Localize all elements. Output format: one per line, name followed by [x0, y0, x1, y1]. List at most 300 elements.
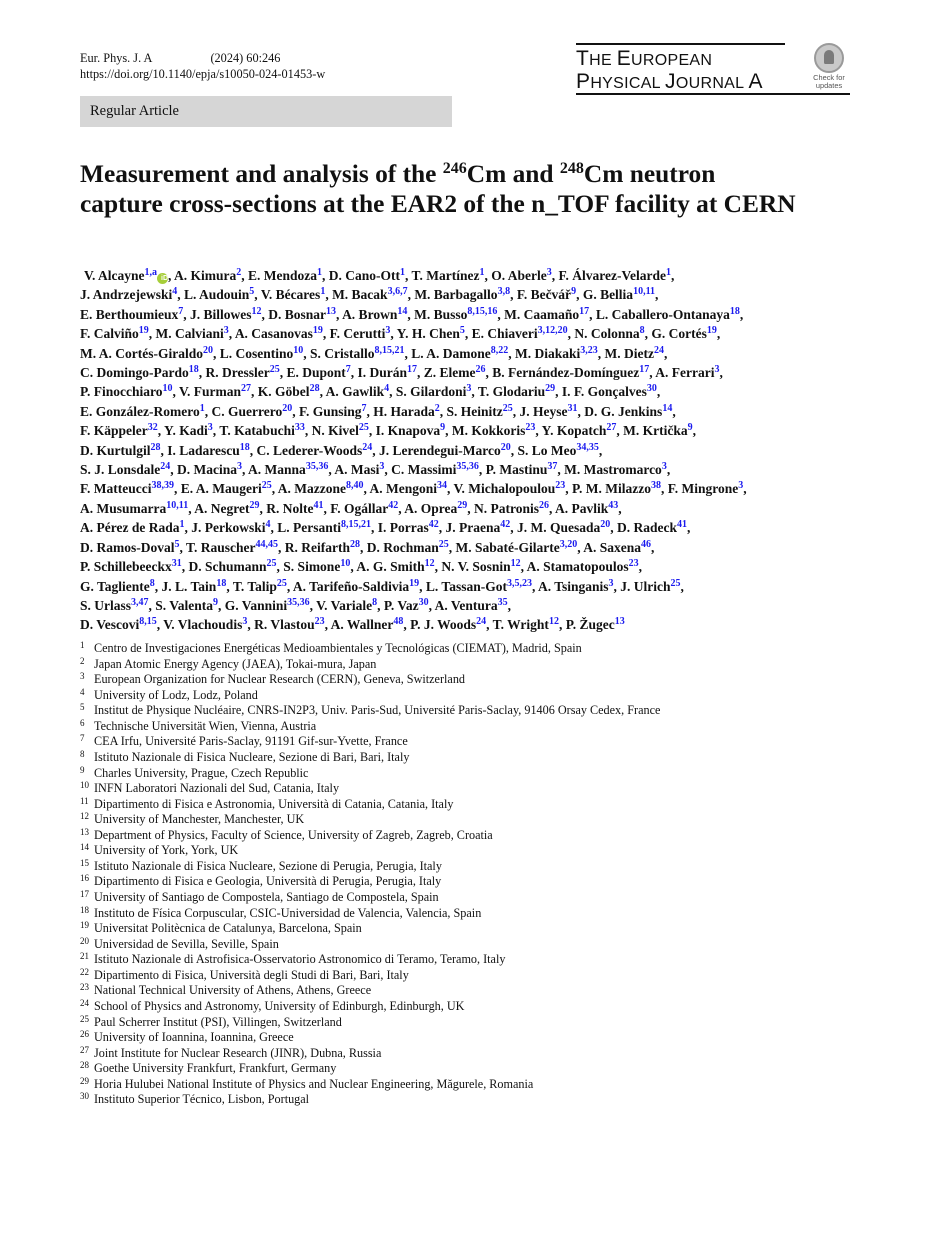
affiliation-text: Department of Physics, Faculty of Science, University of Zagreb, Zagreb, Croatia [94, 827, 493, 842]
affiliation-number: 14 [80, 842, 89, 853]
author-name: T. Rauscher [186, 539, 256, 555]
author [445, 520, 510, 535]
affiliation-ref-link[interactable]: 34,35 [576, 441, 599, 453]
affiliation-ref-link[interactable]: 26 [475, 364, 486, 376]
affiliation-number: 2 [80, 655, 85, 666]
author-name: T. Glodariu [477, 384, 546, 400]
affiliation-text: Instituto de Física Corpuscular, CSIC-Universidad de Valencia, Valencia, Spain [94, 905, 482, 920]
affiliation-ref-link[interactable]: 10 [293, 344, 304, 356]
affiliation-ref-link[interactable]: 41 [677, 519, 687, 531]
affiliation-ref-link[interactable]: 24 [160, 461, 171, 473]
author-name: F. Matteucci [80, 481, 152, 497]
affiliation-ref-link[interactable]: 23 [628, 558, 639, 570]
affiliation-number: 15 [80, 857, 89, 868]
affiliation-ref-link[interactable]: 3,5,23 [506, 577, 532, 589]
affiliation-ref-link[interactable]: 25 [502, 402, 513, 414]
author-name: F. Mingrone [667, 481, 739, 497]
author [316, 598, 377, 613]
affiliation-ref-link[interactable]: 17 [407, 364, 418, 376]
author-name: J. Ulrich [620, 578, 671, 594]
author-name: T. Wright [492, 617, 549, 633]
author-name: S. Valenta [155, 597, 214, 613]
affiliation-number: 25 [80, 1013, 89, 1024]
affiliation-ref-link[interactable]: 42 [500, 519, 511, 531]
author [257, 443, 373, 458]
affiliation-ref-link[interactable]: 18 [188, 364, 199, 376]
author-name: A. Masi [334, 462, 380, 478]
author [623, 423, 692, 438]
affiliation-ref-link[interactable]: 12 [510, 558, 521, 570]
orcid-icon[interactable]: iD [157, 273, 168, 284]
affiliation-ref-link[interactable]: 25 [670, 577, 681, 589]
author [191, 520, 270, 535]
author-name: L. Persanti [277, 520, 341, 536]
affiliation-ref-link[interactable]: 3 [714, 364, 720, 376]
affiliation-ref-link[interactable]: 8 [639, 325, 645, 337]
author [441, 559, 520, 574]
author-name: D. G. Jenkins [584, 403, 663, 419]
affiliation-ref-link[interactable]: 30 [646, 383, 657, 395]
author [456, 540, 578, 555]
affiliation-ref-link[interactable]: 1,a [144, 267, 158, 278]
author-name: L. Caballero-Ontanaya [595, 306, 730, 322]
affiliation-item [80, 843, 850, 859]
affiliation-ref-link[interactable]: 8,22 [490, 344, 509, 356]
author [651, 326, 716, 341]
affiliation-number: 12 [80, 811, 89, 822]
author [370, 481, 448, 496]
affiliation-ref-link[interactable]: 30 [418, 596, 429, 608]
author [454, 481, 566, 496]
affiliation-ref-link[interactable]: 4 [384, 383, 390, 395]
author-name: N. Patronis [473, 500, 539, 516]
author-name: E. Berthoumieux [80, 306, 179, 322]
affiliation-ref-link[interactable]: 1 [666, 267, 672, 278]
author [286, 365, 350, 380]
affiliation-ref-link[interactable]: 31 [171, 558, 182, 570]
affiliation-ref-link[interactable]: 8,15,21 [340, 519, 371, 531]
author-name: C. Guerrero [211, 403, 283, 419]
affiliation-ref-link[interactable]: 3 [207, 422, 213, 434]
author [367, 540, 449, 555]
affiliation-ref-link[interactable]: 18 [729, 305, 740, 317]
affiliation-number: 3 [80, 671, 85, 682]
author-name: P. Mastinu [485, 462, 548, 478]
affiliation-number: 30 [80, 1091, 89, 1102]
affiliation-ref-link[interactable]: 8 [372, 596, 378, 608]
author [190, 307, 262, 322]
affiliation-ref-link[interactable]: 1 [479, 267, 485, 278]
affiliation-ref-link[interactable]: 28 [150, 441, 161, 453]
affiliation-ref-link[interactable]: 35,36 [456, 461, 479, 473]
author [80, 540, 180, 555]
author [261, 287, 326, 302]
affiliation-ref-link[interactable]: 8,15,21 [374, 344, 405, 356]
affiliation-ref-link[interactable]: 33 [294, 422, 305, 434]
affiliation-ref-link[interactable]: 3,47 [131, 596, 149, 608]
affiliation-ref-link[interactable]: 35,36 [287, 596, 310, 608]
affiliation-text: Universitat Politècnica de Catalunya, Barcelona, Spain [94, 921, 362, 936]
author-name: N. Kivel [311, 423, 359, 439]
author-name: S. Urlass [80, 597, 132, 613]
author [80, 307, 183, 322]
affiliation-ref-link[interactable]: 25 [266, 558, 277, 570]
author-name: V. Michalopoulou [453, 481, 556, 497]
affiliation-ref-link[interactable]: 23 [525, 422, 536, 434]
author [515, 346, 598, 361]
affiliation-ref-link[interactable]: 34 [437, 480, 447, 492]
author [378, 520, 439, 535]
author-name: S. Heinitz [446, 403, 503, 419]
affiliation-ref-link[interactable]: 9 [571, 286, 577, 298]
affiliation-text: Charles University, Prague, Czech Republic [94, 765, 309, 780]
affiliation-ref-link[interactable]: 24 [654, 344, 665, 356]
author [167, 443, 250, 458]
affiliation-ref-link[interactable]: 3 [237, 461, 243, 473]
author-name: P. Schillebeeckx [80, 559, 172, 575]
affiliation-ref-link[interactable]: 25 [276, 577, 287, 589]
journal-volume: (2024) 60:246 [210, 51, 281, 65]
affiliation-ref-link[interactable]: 19 [706, 325, 717, 337]
author [596, 307, 740, 322]
affiliation-ref-link[interactable]: 2 [236, 267, 242, 278]
affiliation-ref-link[interactable]: 20 [500, 441, 511, 453]
affiliation-ref-link[interactable]: 1 [400, 267, 406, 278]
author [472, 326, 568, 341]
affiliation-item [80, 968, 850, 984]
affiliation-item [80, 874, 850, 890]
affiliation-item [80, 797, 850, 813]
author-name: B. Fernández-Domínguez [492, 365, 640, 381]
affiliation-number: 19 [80, 920, 89, 931]
author [277, 520, 371, 535]
author-name: C. Domingo-Pardo [80, 365, 189, 381]
author-name: D. Vescovi [80, 617, 140, 633]
author-name: D. Cano-Ott [328, 268, 401, 283]
affiliation-item [80, 641, 850, 657]
affiliation-ref-link[interactable]: 9 [213, 596, 219, 608]
affiliation-ref-link[interactable]: 28 [309, 383, 320, 395]
affiliation-number: 28 [80, 1060, 89, 1071]
author [80, 598, 149, 613]
affiliation-ref-link[interactable]: 8,15 [139, 616, 157, 628]
affiliation-text: European Organization for Nuclear Research (CERN), Geneva, Switzerland [94, 672, 466, 687]
affiliation-number: 16 [80, 873, 89, 884]
author [80, 365, 199, 380]
author [517, 287, 576, 302]
affiliation-ref-link[interactable]: 12 [424, 558, 435, 570]
author [80, 423, 158, 438]
author-name: T. Katabuchi [219, 423, 295, 439]
author-name: Y. H. Chen [396, 326, 460, 342]
affiliation-number: 21 [80, 951, 89, 962]
affiliation-ref-link[interactable]: 9 [687, 422, 693, 434]
author-name: R. Vlastou [254, 617, 315, 633]
affiliation-ref-link[interactable]: 7 [178, 305, 184, 317]
affiliation-ref-link[interactable]: 3 [385, 325, 391, 337]
affiliation-ref-link[interactable]: 20 [600, 519, 611, 531]
author-name: K. Göbel [257, 384, 310, 400]
affiliation-ref-link[interactable]: 27 [241, 383, 252, 395]
author-name: D. Radeck [617, 520, 677, 536]
affiliation-text: Istituto Nazionale di Astrofisica-Osservatorio Astronomico di Teramo, Teramo, Italy [94, 952, 506, 967]
affiliation-ref-link[interactable]: 3 [466, 383, 472, 395]
affiliation-ref-link[interactable]: 10,11 [166, 499, 189, 511]
affiliation-ref-link[interactable]: 4 [172, 286, 178, 298]
author [583, 287, 655, 302]
affiliation-ref-link[interactable]: 19 [312, 325, 323, 337]
affiliation-ref-link[interactable]: 18 [216, 577, 227, 589]
author [330, 501, 398, 516]
affiliation-ref-link[interactable]: 28 [350, 538, 360, 550]
affiliation-ref-link[interactable]: 26 [539, 499, 549, 511]
affiliation-ref-link[interactable]: 3 [738, 480, 744, 492]
author-name: A. Stamatopoulos [526, 559, 629, 575]
author-name: A. Mengoni [369, 481, 437, 497]
author [411, 346, 508, 361]
affiliation-ref-link[interactable]: 1 [320, 286, 326, 298]
author-name: A. Gawlik [325, 384, 385, 400]
author-name: F. Bečvář [516, 287, 572, 303]
affiliation-item [80, 734, 850, 750]
affiliation-ref-link[interactable]: 43 [608, 499, 619, 511]
affiliation-item [80, 781, 850, 797]
affiliation-ref-link[interactable]: 27 [606, 422, 617, 434]
author-name: R. Reifarth [284, 539, 350, 555]
author-name: E. Dupont [286, 365, 346, 381]
affiliation-ref-link[interactable]: 10,11 [633, 286, 656, 298]
affiliation-ref-link[interactable]: 14 [397, 305, 408, 317]
affiliation-ref-link[interactable]: 46 [641, 538, 652, 550]
affiliation-list [80, 641, 850, 1108]
affiliation-ref-link[interactable]: 20 [202, 344, 213, 356]
author [435, 598, 508, 613]
affiliation-number: 1 [80, 640, 85, 650]
author-name: I. Porras [377, 520, 429, 536]
affiliation-ref-link[interactable]: 25 [358, 422, 369, 434]
affiliation-ref-link[interactable]: 38,39 [151, 480, 174, 492]
author [177, 462, 242, 477]
author [574, 326, 644, 341]
author-name: E. González-Romero [80, 403, 200, 419]
affiliation-number: 24 [80, 997, 89, 1008]
affiliation-ref-link[interactable]: 35,36 [305, 461, 329, 473]
affiliation-number: 10 [80, 780, 89, 791]
affiliation-number: 6 [80, 717, 85, 728]
author [538, 579, 614, 594]
affiliation-ref-link[interactable]: 3 [546, 267, 552, 278]
author [605, 346, 664, 361]
affiliation-ref-link[interactable]: 42 [388, 499, 399, 511]
affiliation-ref-link[interactable]: 38 [651, 480, 662, 492]
affiliation-ref-link[interactable]: 3 [608, 577, 614, 589]
author [293, 579, 419, 594]
affiliation-text: Horia Hulubei National Institute of Physics and Nuclear Engineering, Măgurele, Romania [94, 1076, 534, 1091]
author-name: P. M. Milazzo [572, 481, 652, 497]
affiliation-ref-link[interactable]: 3,6,7 [387, 286, 408, 298]
affiliation-ref-link[interactable]: 19 [409, 577, 420, 589]
affiliation-item [80, 828, 850, 844]
affiliation-ref-link[interactable]: 32 [147, 422, 158, 434]
author-name: J. Perkowski [191, 520, 266, 536]
author [566, 617, 625, 632]
author [80, 520, 184, 535]
author-name: Z. Eleme [423, 365, 476, 381]
author [258, 384, 320, 399]
affiliation-ref-link[interactable]: 20 [282, 402, 293, 414]
author-name: M. Calviani [155, 326, 224, 342]
affiliation-ref-link[interactable]: 23 [314, 616, 325, 628]
affiliation-ref-link[interactable]: 4 [265, 519, 271, 531]
affiliation-ref-link[interactable]: 1 [199, 402, 205, 414]
author-name: J. Andrzejewski [80, 287, 173, 303]
affiliation-ref-link[interactable]: 29 [249, 499, 260, 511]
doi-link[interactable]: https://doi.org/10.1140/epja/s10050-024-01453-w [80, 67, 326, 81]
affiliation-item [80, 1015, 850, 1031]
author-name: C. Lederer-Woods [256, 442, 363, 458]
author [396, 384, 472, 399]
affiliation-ref-link[interactable]: 19 [138, 325, 149, 337]
affiliation-number: 23 [80, 982, 89, 993]
affiliation-ref-link[interactable]: 10 [340, 558, 351, 570]
affiliation-ref-link[interactable]: 3 [223, 325, 229, 337]
affiliation-ref-link[interactable]: 12 [251, 305, 262, 317]
author-name: A. Saxena [583, 539, 642, 555]
affiliation-ref-link[interactable]: 8,40 [345, 480, 364, 492]
affiliation-ref-link[interactable]: 24 [362, 441, 373, 453]
affiliation-item [80, 1030, 850, 1046]
affiliation-item [80, 719, 850, 735]
affiliation-ref-link[interactable]: 5 [459, 325, 465, 337]
author [189, 559, 277, 574]
affiliation-ref-link[interactable]: 29 [545, 383, 556, 395]
author [312, 423, 369, 438]
affiliation-ref-link[interactable]: 41 [313, 499, 324, 511]
check-for-updates-badge[interactable] [807, 43, 851, 90]
author [184, 287, 254, 302]
author [447, 404, 513, 419]
author [620, 579, 680, 594]
author-name: M. Barbagallo [414, 287, 498, 303]
affiliation-ref-link[interactable]: 2 [434, 402, 440, 414]
affiliation-text: Instituto Superior Técnico, Lisbon, Portugal [94, 1092, 310, 1107]
affiliation-ref-link[interactable]: 13 [326, 305, 337, 317]
author-name: A. Wallner [330, 617, 394, 633]
affiliation-ref-link[interactable]: 8,15,16 [467, 305, 498, 317]
author [162, 579, 227, 594]
affiliation-ref-link[interactable]: 1 [179, 519, 185, 531]
author [517, 520, 610, 535]
author [373, 404, 440, 419]
affiliation-ref-link[interactable]: 17 [579, 305, 590, 317]
affiliation-ref-link[interactable]: 14 [662, 402, 673, 414]
journal-reference [80, 50, 325, 82]
affiliation-ref-link[interactable]: 5 [249, 286, 255, 298]
affiliation-ref-link[interactable]: 3,12,20 [537, 325, 568, 337]
author-name: A. Oprea [404, 500, 458, 516]
author [80, 481, 174, 496]
author [211, 404, 292, 419]
affiliation-text: School of Physics and Astronomy, University of Edinburgh, Edinburgh, UK [94, 998, 465, 1013]
affiliation-ref-link[interactable]: 5 [174, 538, 180, 550]
affiliation-ref-link[interactable]: 3 [242, 616, 248, 628]
journal-brand [576, 43, 785, 94]
affiliation-number: 18 [80, 904, 89, 915]
affiliation-text: University of York, York, UK [94, 843, 239, 858]
affiliation-ref-link[interactable]: 3 [379, 461, 385, 473]
affiliation-ref-link[interactable]: 37 [547, 461, 558, 473]
author [414, 307, 497, 322]
author-name: V. Alcayne [84, 268, 145, 283]
affiliation-ref-link[interactable]: 29 [457, 499, 468, 511]
affiliation-ref-link[interactable]: 23 [555, 480, 566, 492]
author-name: D. Ramos-Doval [80, 539, 175, 555]
affiliation-ref-link[interactable]: 9 [440, 422, 446, 434]
author [248, 268, 322, 283]
affiliation-ref-link[interactable]: 7 [345, 364, 351, 376]
affiliation-ref-link[interactable]: 1 [317, 267, 323, 278]
affiliation-ref-link[interactable]: 3,20 [559, 538, 578, 550]
affiliation-ref-link[interactable]: 3,8 [497, 286, 511, 298]
affiliation-ref-link[interactable]: 18 [239, 441, 250, 453]
author [397, 326, 465, 341]
affiliation-text: Paul Scherrer Institut (PSI), Villingen, Switzerland [94, 1014, 342, 1029]
author [206, 365, 280, 380]
affiliation-ref-link[interactable]: 42 [428, 519, 439, 531]
affiliation-ref-link[interactable]: 12 [548, 616, 559, 628]
author-name: L. A. Damone [411, 345, 491, 361]
brand-line-1: THE EUROPEAN [576, 47, 713, 70]
affiliation-ref-link[interactable]: 24 [476, 616, 487, 628]
affiliation-text: Institut de Physique Nucléaire, CNRS-IN2P3, Univ. Paris-Sud, Université Paris-Saclay, 91406 Orsay Cedex, France [94, 703, 661, 718]
affiliation-ref-link[interactable]: 25 [261, 480, 272, 492]
article-type-band: Regular Article [80, 96, 452, 127]
affiliation-ref-link[interactable]: 35 [497, 596, 508, 608]
affiliation-ref-link[interactable]: 10 [162, 383, 173, 395]
affiliation-ref-link[interactable]: 25 [269, 364, 280, 376]
affiliation-ref-link[interactable]: 3 [661, 461, 667, 473]
author [155, 598, 218, 613]
affiliation-ref-link[interactable]: 44,45 [255, 538, 279, 550]
author [181, 481, 272, 496]
affiliation-number: 5 [80, 702, 85, 713]
affiliation-ref-link[interactable]: 7 [361, 402, 367, 414]
author [414, 287, 510, 302]
author [617, 520, 687, 535]
author [156, 326, 229, 341]
affiliation-ref-link[interactable]: 13 [614, 616, 625, 628]
affiliation-ref-link[interactable]: 17 [639, 364, 650, 376]
author [80, 346, 213, 361]
affiliation-item [80, 1077, 850, 1093]
affiliation-ref-link[interactable]: 48 [393, 616, 404, 628]
author [266, 501, 323, 516]
affiliation-text: Technische Universität Wien, Vienna, Austria [94, 718, 317, 733]
author-name: E. Mendoza [248, 268, 318, 283]
author [492, 365, 649, 380]
journal-abbrev: Eur. Phys. J. A [80, 51, 153, 65]
affiliation-item [80, 999, 850, 1015]
affiliation-item [80, 688, 850, 704]
affiliation-ref-link[interactable]: 25 [438, 538, 449, 550]
author-name: A. Pavlik [555, 500, 609, 516]
affiliation-text: University of Manchester, Manchester, UK [94, 812, 305, 827]
affiliation-ref-link[interactable]: 8 [149, 577, 155, 589]
affiliation-text: Joint Institute for Nuclear Research (JINR), Dubna, Russia [94, 1045, 382, 1060]
author-name: G. Tagliente [80, 578, 150, 594]
affiliation-ref-link[interactable]: 31 [567, 402, 578, 414]
affiliation-ref-link[interactable]: 3,23 [580, 344, 598, 356]
